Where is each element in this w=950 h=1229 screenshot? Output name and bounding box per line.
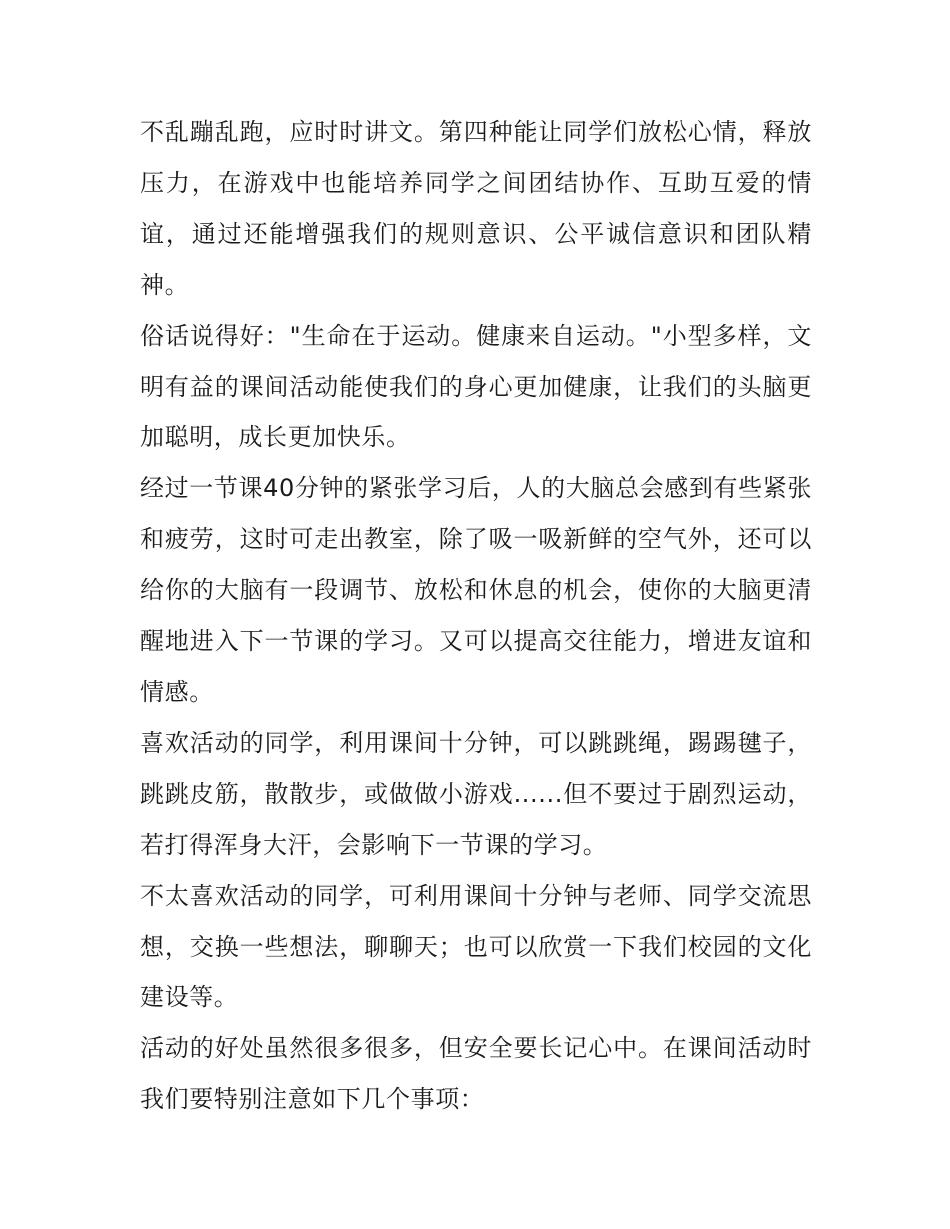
paragraph-1: 不乱蹦乱跑，应时时讲文。第四种能让同学们放松心情，释放压力，在游戏中也能培养同学之间团结协作、互助互爱的情谊，通过还能增强我们的规则意识、公平诚信意识和团队精神。 — [140, 118, 812, 299]
paragraph-2: 俗话说得好："生命在于运动。健康来自运动。"小型多样，文明有益的课间活动能使我们的身心更加健康，让我们的头脑更加聪明，成长更加快乐。 — [140, 321, 812, 452]
document-body — [140, 107, 812, 1125]
paragraph-5: 不太喜欢活动的同学，可利用课间十分钟与老师、同学交流思想，交换一些想法，聊聊天；也可以欣赏一下我们校园的文化建设等。 — [140, 881, 812, 1012]
paragraph-4: 喜欢活动的同学，利用课间十分钟，可以跳跳绳，踢踢毽子，跳跳皮筋，散散步，或做做小游戏......但不要过于剧烈运动，若打得浑身大汗，会影响下一节课的学习。 — [140, 728, 812, 859]
paragraph-6: 活动的好处虽然很多很多，但安全要长记心中。在课间活动时我们要特别注意如下几个事项： — [140, 1034, 812, 1114]
paragraph-3: 经过一节课40分钟的紧张学习后，人的大脑总会感到有些紧张和疲劳，这时可走出教室，除了吸一吸新鲜的空气外，还可以给你的大脑有一段调节、放松和休息的机会，使你的大脑更清醒地进入下一节课的学习。又可以提高交往能力，增进友谊和情感。 — [140, 474, 812, 706]
